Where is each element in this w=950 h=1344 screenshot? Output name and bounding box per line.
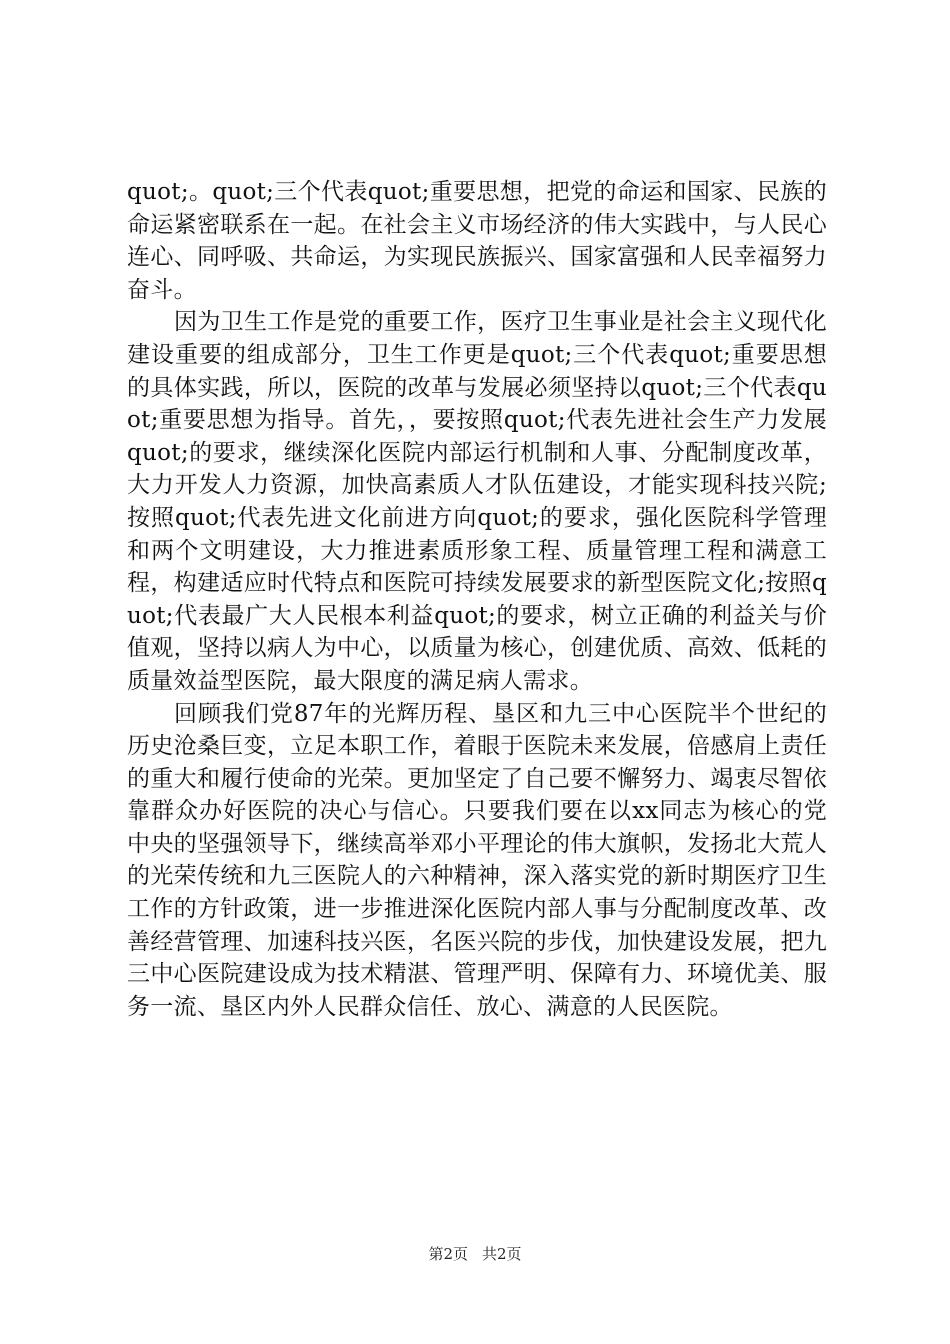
- page-number-current: 第2页: [428, 1245, 468, 1263]
- page-number-total: 共2页: [482, 1245, 522, 1263]
- paragraph-health-work: 因为卫生工作是党的重要工作，医疗卫生事业是社会主义现代化建设重要的组成部分，卫生工作更是quot;三个代表quot;重要思想的具体实践，所以，医院的改革与发展必须坚持以quot;三个代表quot;重要思想为指导。首先，，要按照quot;代表先进社会生产力发展quot;的要求，继续深化医院内部运行机制和人事、分配制度改革，大力开发人力资源，加快高素质人才队伍建设，才能实现科技兴院;按照quot;代表先进文化前进方向quot;的要求，强化医院科学管理和两个文明建设，大力推进素质形象工程、质量管理工程和满意工程，构建适应时代特点和医院可持续发展要求的新型医院文化;按照quot;代表最广大人民根本利益quot;的要求，树立正确的利益关与价值观，坚持以病人为中心，以质量为核心，创建优质、高效、低耗的质量效益型医院，最大限度的满足病人需求。: [127, 309, 827, 694]
- page-footer: [0, 1244, 950, 1264]
- paragraph-review: 回顾我们党87年的光辉历程、垦区和九三中心医院半个世纪的历史沧桑巨变，立足本职工作，着眼于医院未来发展，倍感肩上责任的重大和履行使命的光荣。更加坚定了自己要不懈努力、竭衷尽智依靠群众办好医院的决心与信心。只要我们要在以xx同志为核心的党中央的坚强领导下，继续高举邓小平理论的伟大旗帜，发扬北大荒人的光荣传统和九三医院人的六种精神，深入落实党的新时期医疗卫生工作的方针政策，进一步推进深化医院内部人事与分配制度改革、改善经营管理、加速科技兴医，名医兴院的步伐，加快建设发展，把九三中心医院建设成为技术精湛、管理严明、保障有力、环境优美、服务一流、垦区内外人民群众信任、放心、满意的人民医院。: [127, 700, 827, 1020]
- document-body: [127, 176, 827, 1023]
- paragraph-continuation: quot;。quot;三个代表quot;重要思想，把党的命运和国家、民族的命运紧密联系在一起。在社会主义市场经济的伟大实践中，与人民心连心、同呼吸、共命运，为实现民族振兴、国家富强和人民幸福努力奋斗。: [127, 179, 827, 303]
